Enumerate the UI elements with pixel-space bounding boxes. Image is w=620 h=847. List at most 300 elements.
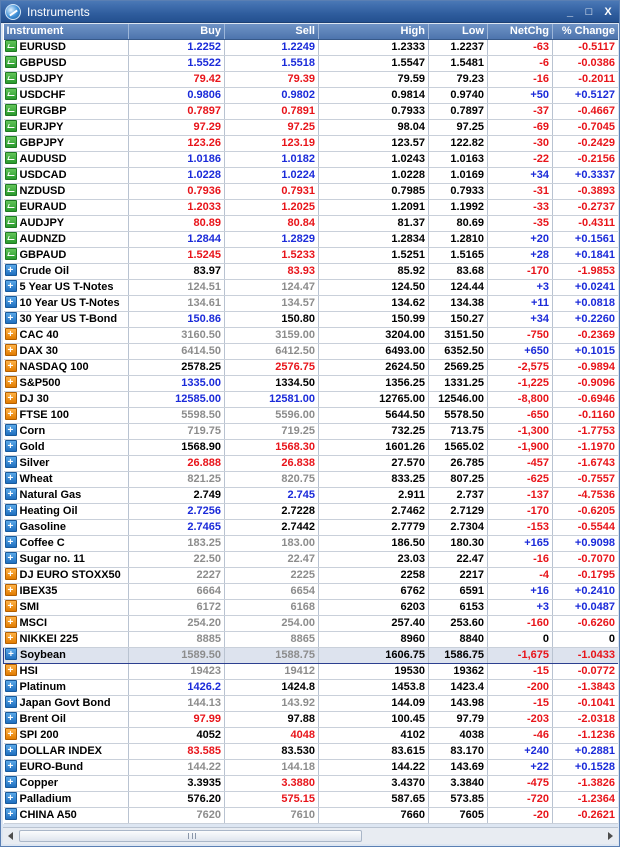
instrument-cell[interactable] bbox=[4, 359, 129, 375]
pct-change-cell[interactable]: -0.1795 bbox=[553, 567, 619, 583]
low-cell[interactable]: 180.30 bbox=[429, 535, 488, 551]
sell-price-cell[interactable]: 6168 bbox=[225, 599, 319, 615]
netchg-cell[interactable]: -33 bbox=[488, 199, 553, 215]
buy-price-cell[interactable]: 1.0186 bbox=[129, 151, 225, 167]
instrument-cell[interactable] bbox=[4, 343, 129, 359]
instrument-cell[interactable] bbox=[4, 695, 129, 711]
buy-price-cell[interactable]: 144.22 bbox=[129, 759, 225, 775]
buy-price-cell[interactable]: 7620 bbox=[129, 807, 225, 823]
low-cell[interactable]: 7605 bbox=[429, 807, 488, 823]
high-cell[interactable]: 2.7779 bbox=[319, 519, 429, 535]
sell-price-cell[interactable]: 1.2829 bbox=[225, 231, 319, 247]
low-cell[interactable]: 83.170 bbox=[429, 743, 488, 759]
table-row[interactable] bbox=[4, 599, 619, 615]
instrument-cell[interactable] bbox=[4, 439, 129, 455]
sell-price-cell[interactable]: 2576.75 bbox=[225, 359, 319, 375]
buy-price-cell[interactable]: 0.7936 bbox=[129, 183, 225, 199]
high-cell[interactable]: 732.25 bbox=[319, 423, 429, 439]
title-bar[interactable] bbox=[1, 1, 619, 23]
high-cell[interactable]: 150.99 bbox=[319, 311, 429, 327]
scrollbar-thumb[interactable] bbox=[19, 830, 362, 842]
table-row[interactable] bbox=[4, 487, 619, 503]
pct-change-cell[interactable]: -0.4311 bbox=[553, 215, 619, 231]
table-row[interactable] bbox=[4, 727, 619, 743]
sell-price-cell[interactable]: 80.84 bbox=[225, 215, 319, 231]
pct-change-cell[interactable]: -0.4667 bbox=[553, 103, 619, 119]
sell-price-cell[interactable]: 123.19 bbox=[225, 135, 319, 151]
low-cell[interactable]: 2.737 bbox=[429, 487, 488, 503]
low-cell[interactable]: 79.23 bbox=[429, 71, 488, 87]
pct-change-cell[interactable]: -0.2621 bbox=[553, 807, 619, 823]
high-cell[interactable]: 0.7985 bbox=[319, 183, 429, 199]
netchg-cell[interactable]: -16 bbox=[488, 551, 553, 567]
low-cell[interactable]: 0.7933 bbox=[429, 183, 488, 199]
instrument-cell[interactable] bbox=[4, 279, 129, 295]
sell-price-cell[interactable]: 1.5233 bbox=[225, 247, 319, 263]
table-row[interactable] bbox=[4, 807, 619, 823]
buy-price-cell[interactable]: 6172 bbox=[129, 599, 225, 615]
sell-price-cell[interactable]: 0.9802 bbox=[225, 87, 319, 103]
high-cell[interactable]: 1.0243 bbox=[319, 151, 429, 167]
sell-price-cell[interactable]: 97.25 bbox=[225, 119, 319, 135]
sell-price-cell[interactable]: 2225 bbox=[225, 567, 319, 583]
instrument-cell[interactable] bbox=[4, 471, 129, 487]
high-cell[interactable]: 1606.75 bbox=[319, 647, 429, 663]
close-button[interactable]: X bbox=[604, 5, 612, 18]
table-row[interactable] bbox=[4, 551, 619, 567]
table-row[interactable] bbox=[4, 647, 619, 663]
low-cell[interactable]: 1565.02 bbox=[429, 439, 488, 455]
pct-change-cell[interactable]: -0.3893 bbox=[553, 183, 619, 199]
sell-price-cell[interactable]: 3159.00 bbox=[225, 327, 319, 343]
instrument-cell[interactable] bbox=[4, 167, 129, 183]
buy-price-cell[interactable]: 12585.00 bbox=[129, 391, 225, 407]
table-row[interactable] bbox=[4, 791, 619, 807]
column-header-sell[interactable]: Sell bbox=[225, 24, 319, 39]
netchg-cell[interactable]: -200 bbox=[488, 679, 553, 695]
buy-price-cell[interactable]: 1.2844 bbox=[129, 231, 225, 247]
table-row[interactable] bbox=[4, 247, 619, 263]
instrument-cell[interactable] bbox=[4, 631, 129, 647]
instrument-cell[interactable] bbox=[4, 391, 129, 407]
high-cell[interactable]: 100.45 bbox=[319, 711, 429, 727]
table-row[interactable] bbox=[4, 471, 619, 487]
low-cell[interactable]: 6352.50 bbox=[429, 343, 488, 359]
low-cell[interactable]: 4038 bbox=[429, 727, 488, 743]
table-row[interactable] bbox=[4, 535, 619, 551]
high-cell[interactable]: 81.37 bbox=[319, 215, 429, 231]
netchg-cell[interactable]: -16 bbox=[488, 71, 553, 87]
low-cell[interactable]: 1.1992 bbox=[429, 199, 488, 215]
sell-price-cell[interactable]: 0.7891 bbox=[225, 103, 319, 119]
instrument-cell[interactable] bbox=[4, 199, 129, 215]
sell-price-cell[interactable]: 820.75 bbox=[225, 471, 319, 487]
pct-change-cell[interactable]: +0.9098 bbox=[553, 535, 619, 551]
pct-change-cell[interactable]: -0.2429 bbox=[553, 135, 619, 151]
sell-price-cell[interactable]: 79.39 bbox=[225, 71, 319, 87]
low-cell[interactable]: 0.9740 bbox=[429, 87, 488, 103]
sell-price-cell[interactable]: 4048 bbox=[225, 727, 319, 743]
buy-price-cell[interactable]: 0.7897 bbox=[129, 103, 225, 119]
buy-price-cell[interactable]: 22.50 bbox=[129, 551, 225, 567]
table-row[interactable] bbox=[4, 183, 619, 199]
buy-price-cell[interactable]: 2.7256 bbox=[129, 503, 225, 519]
table-row[interactable] bbox=[4, 359, 619, 375]
pct-change-cell[interactable]: -0.2156 bbox=[553, 151, 619, 167]
table-row[interactable] bbox=[4, 375, 619, 391]
instrument-cell[interactable] bbox=[4, 583, 129, 599]
buy-price-cell[interactable]: 2.749 bbox=[129, 487, 225, 503]
low-cell[interactable]: 143.69 bbox=[429, 759, 488, 775]
sell-price-cell[interactable]: 1.2249 bbox=[225, 39, 319, 55]
low-cell[interactable]: 97.25 bbox=[429, 119, 488, 135]
high-cell[interactable]: 12765.00 bbox=[319, 391, 429, 407]
pct-change-cell[interactable]: +0.1841 bbox=[553, 247, 619, 263]
minimize-button[interactable]: _ bbox=[566, 5, 574, 18]
high-cell[interactable]: 1356.25 bbox=[319, 375, 429, 391]
high-cell[interactable]: 27.570 bbox=[319, 455, 429, 471]
netchg-cell[interactable]: -750 bbox=[488, 327, 553, 343]
low-cell[interactable]: 6153 bbox=[429, 599, 488, 615]
low-cell[interactable]: 573.85 bbox=[429, 791, 488, 807]
sell-price-cell[interactable]: 150.80 bbox=[225, 311, 319, 327]
instrument-cell[interactable] bbox=[4, 487, 129, 503]
sell-price-cell[interactable]: 183.00 bbox=[225, 535, 319, 551]
instrument-cell[interactable] bbox=[4, 519, 129, 535]
buy-price-cell[interactable]: 150.86 bbox=[129, 311, 225, 327]
pct-change-cell[interactable]: +0.2410 bbox=[553, 583, 619, 599]
table-row[interactable] bbox=[4, 231, 619, 247]
column-header-instrument[interactable]: Instrument bbox=[4, 24, 129, 39]
instrument-cell[interactable] bbox=[4, 599, 129, 615]
sell-price-cell[interactable]: 0.7931 bbox=[225, 183, 319, 199]
sell-price-cell[interactable]: 143.92 bbox=[225, 695, 319, 711]
netchg-cell[interactable]: -30 bbox=[488, 135, 553, 151]
buy-price-cell[interactable]: 1568.90 bbox=[129, 439, 225, 455]
high-cell[interactable]: 83.615 bbox=[319, 743, 429, 759]
instrument-cell[interactable] bbox=[4, 55, 129, 71]
netchg-cell[interactable]: -15 bbox=[488, 663, 553, 679]
low-cell[interactable]: 253.60 bbox=[429, 615, 488, 631]
table-row[interactable] bbox=[4, 55, 619, 71]
sell-price-cell[interactable]: 22.47 bbox=[225, 551, 319, 567]
high-cell[interactable]: 85.92 bbox=[319, 263, 429, 279]
netchg-cell[interactable]: +16 bbox=[488, 583, 553, 599]
pct-change-cell[interactable]: -1.3826 bbox=[553, 775, 619, 791]
buy-price-cell[interactable]: 80.89 bbox=[129, 215, 225, 231]
pct-change-cell[interactable]: +0.1528 bbox=[553, 759, 619, 775]
netchg-cell[interactable]: +50 bbox=[488, 87, 553, 103]
netchg-cell[interactable]: -625 bbox=[488, 471, 553, 487]
pct-change-cell[interactable]: -0.6260 bbox=[553, 615, 619, 631]
buy-price-cell[interactable]: 1.2252 bbox=[129, 39, 225, 55]
instrument-cell[interactable] bbox=[4, 327, 129, 343]
table-row[interactable] bbox=[4, 391, 619, 407]
scroll-left-arrow-icon[interactable] bbox=[8, 832, 13, 840]
table-row[interactable] bbox=[4, 151, 619, 167]
low-cell[interactable]: 5578.50 bbox=[429, 407, 488, 423]
pct-change-cell[interactable]: -1.2364 bbox=[553, 791, 619, 807]
instrument-cell[interactable] bbox=[4, 231, 129, 247]
table-row[interactable] bbox=[4, 775, 619, 791]
pct-change-cell[interactable]: -2.0318 bbox=[553, 711, 619, 727]
netchg-cell[interactable]: -170 bbox=[488, 263, 553, 279]
high-cell[interactable]: 0.9814 bbox=[319, 87, 429, 103]
low-cell[interactable]: 1.5481 bbox=[429, 55, 488, 71]
netchg-cell[interactable]: -1,675 bbox=[488, 647, 553, 663]
sell-price-cell[interactable]: 19412 bbox=[225, 663, 319, 679]
netchg-cell[interactable]: -153 bbox=[488, 519, 553, 535]
high-cell[interactable]: 123.57 bbox=[319, 135, 429, 151]
high-cell[interactable]: 0.7933 bbox=[319, 103, 429, 119]
low-cell[interactable]: 143.98 bbox=[429, 695, 488, 711]
table-row[interactable] bbox=[4, 71, 619, 87]
column-header-high[interactable]: High bbox=[319, 24, 429, 39]
instrument-cell[interactable] bbox=[4, 39, 129, 55]
netchg-cell[interactable]: +3 bbox=[488, 279, 553, 295]
high-cell[interactable]: 8960 bbox=[319, 631, 429, 647]
pct-change-cell[interactable]: -0.6205 bbox=[553, 503, 619, 519]
low-cell[interactable]: 0.7897 bbox=[429, 103, 488, 119]
netchg-cell[interactable]: +240 bbox=[488, 743, 553, 759]
low-cell[interactable]: 1.5165 bbox=[429, 247, 488, 263]
table-row[interactable] bbox=[4, 743, 619, 759]
high-cell[interactable]: 6203 bbox=[319, 599, 429, 615]
sell-price-cell[interactable]: 8865 bbox=[225, 631, 319, 647]
pct-change-cell[interactable]: -0.2369 bbox=[553, 327, 619, 343]
netchg-cell[interactable]: +20 bbox=[488, 231, 553, 247]
netchg-cell[interactable]: -6 bbox=[488, 55, 553, 71]
table-row[interactable] bbox=[4, 631, 619, 647]
table-row[interactable] bbox=[4, 103, 619, 119]
table-row[interactable] bbox=[4, 327, 619, 343]
buy-price-cell[interactable]: 1.0228 bbox=[129, 167, 225, 183]
high-cell[interactable]: 144.22 bbox=[319, 759, 429, 775]
buy-price-cell[interactable]: 1.5522 bbox=[129, 55, 225, 71]
pct-change-cell[interactable]: 0 bbox=[553, 631, 619, 647]
low-cell[interactable]: 19362 bbox=[429, 663, 488, 679]
instrument-cell[interactable] bbox=[4, 535, 129, 551]
netchg-cell[interactable]: +165 bbox=[488, 535, 553, 551]
instrument-cell[interactable] bbox=[4, 567, 129, 583]
netchg-cell[interactable]: -203 bbox=[488, 711, 553, 727]
table-row[interactable] bbox=[4, 263, 619, 279]
table-row[interactable] bbox=[4, 679, 619, 695]
low-cell[interactable]: 134.38 bbox=[429, 295, 488, 311]
sell-price-cell[interactable]: 124.47 bbox=[225, 279, 319, 295]
table-row[interactable] bbox=[4, 311, 619, 327]
pct-change-cell[interactable]: -1.9853 bbox=[553, 263, 619, 279]
sell-price-cell[interactable]: 26.838 bbox=[225, 455, 319, 471]
high-cell[interactable]: 19530 bbox=[319, 663, 429, 679]
instrument-cell[interactable] bbox=[4, 311, 129, 327]
horizontal-scrollbar[interactable] bbox=[3, 827, 618, 844]
instrument-cell[interactable] bbox=[4, 647, 129, 663]
netchg-cell[interactable]: -457 bbox=[488, 455, 553, 471]
instrument-cell[interactable] bbox=[4, 183, 129, 199]
sell-price-cell[interactable]: 1334.50 bbox=[225, 375, 319, 391]
table-row[interactable] bbox=[4, 87, 619, 103]
netchg-cell[interactable]: -37 bbox=[488, 103, 553, 119]
sell-price-cell[interactable]: 575.15 bbox=[225, 791, 319, 807]
pct-change-cell[interactable]: +0.2260 bbox=[553, 311, 619, 327]
table-row[interactable] bbox=[4, 583, 619, 599]
low-cell[interactable]: 1586.75 bbox=[429, 647, 488, 663]
sell-price-cell[interactable]: 1.2025 bbox=[225, 199, 319, 215]
netchg-cell[interactable]: -1,900 bbox=[488, 439, 553, 455]
netchg-cell[interactable]: -8,800 bbox=[488, 391, 553, 407]
netchg-cell[interactable]: +28 bbox=[488, 247, 553, 263]
sell-price-cell[interactable]: 2.7228 bbox=[225, 503, 319, 519]
pct-change-cell[interactable]: -0.5544 bbox=[553, 519, 619, 535]
instrument-cell[interactable] bbox=[4, 727, 129, 743]
high-cell[interactable]: 6493.00 bbox=[319, 343, 429, 359]
sell-price-cell[interactable]: 1.0182 bbox=[225, 151, 319, 167]
netchg-cell[interactable]: -1,300 bbox=[488, 423, 553, 439]
table-row[interactable] bbox=[4, 615, 619, 631]
pct-change-cell[interactable]: +0.5127 bbox=[553, 87, 619, 103]
instrument-cell[interactable] bbox=[4, 295, 129, 311]
low-cell[interactable]: 1331.25 bbox=[429, 375, 488, 391]
high-cell[interactable]: 1.5547 bbox=[319, 55, 429, 71]
buy-price-cell[interactable]: 144.13 bbox=[129, 695, 225, 711]
sell-price-cell[interactable]: 83.93 bbox=[225, 263, 319, 279]
pct-change-cell[interactable]: -0.9096 bbox=[553, 375, 619, 391]
table-row[interactable] bbox=[4, 711, 619, 727]
column-header-buy[interactable]: Buy bbox=[129, 24, 225, 39]
sell-price-cell[interactable]: 6412.50 bbox=[225, 343, 319, 359]
netchg-cell[interactable]: -20 bbox=[488, 807, 553, 823]
buy-price-cell[interactable]: 8885 bbox=[129, 631, 225, 647]
sell-price-cell[interactable]: 1.5518 bbox=[225, 55, 319, 71]
sell-price-cell[interactable]: 97.88 bbox=[225, 711, 319, 727]
table-row[interactable] bbox=[4, 455, 619, 471]
sell-price-cell[interactable]: 134.57 bbox=[225, 295, 319, 311]
buy-price-cell[interactable]: 97.29 bbox=[129, 119, 225, 135]
high-cell[interactable]: 3.4370 bbox=[319, 775, 429, 791]
sell-price-cell[interactable]: 12581.00 bbox=[225, 391, 319, 407]
pct-change-cell[interactable]: -1.3843 bbox=[553, 679, 619, 695]
high-cell[interactable]: 1.0228 bbox=[319, 167, 429, 183]
pct-change-cell[interactable]: -0.0772 bbox=[553, 663, 619, 679]
pct-change-cell[interactable]: -1.1236 bbox=[553, 727, 619, 743]
low-cell[interactable]: 3151.50 bbox=[429, 327, 488, 343]
buy-price-cell[interactable]: 3.3935 bbox=[129, 775, 225, 791]
netchg-cell[interactable]: +11 bbox=[488, 295, 553, 311]
instrument-cell[interactable] bbox=[4, 775, 129, 791]
pct-change-cell[interactable]: +0.1561 bbox=[553, 231, 619, 247]
netchg-cell[interactable]: -31 bbox=[488, 183, 553, 199]
table-row[interactable] bbox=[4, 695, 619, 711]
instrument-cell[interactable] bbox=[4, 679, 129, 695]
netchg-cell[interactable]: -69 bbox=[488, 119, 553, 135]
buy-price-cell[interactable]: 576.20 bbox=[129, 791, 225, 807]
netchg-cell[interactable]: -650 bbox=[488, 407, 553, 423]
sell-price-cell[interactable]: 6654 bbox=[225, 583, 319, 599]
buy-price-cell[interactable]: 2578.25 bbox=[129, 359, 225, 375]
buy-price-cell[interactable]: 1589.50 bbox=[129, 647, 225, 663]
high-cell[interactable]: 79.59 bbox=[319, 71, 429, 87]
low-cell[interactable]: 12546.00 bbox=[429, 391, 488, 407]
netchg-cell[interactable]: -2,575 bbox=[488, 359, 553, 375]
instrument-cell[interactable] bbox=[4, 711, 129, 727]
pct-change-cell[interactable]: -0.1041 bbox=[553, 695, 619, 711]
buy-price-cell[interactable]: 0.9806 bbox=[129, 87, 225, 103]
netchg-cell[interactable]: +34 bbox=[488, 311, 553, 327]
netchg-cell[interactable]: -15 bbox=[488, 695, 553, 711]
high-cell[interactable]: 134.62 bbox=[319, 295, 429, 311]
pct-change-cell[interactable]: +0.3337 bbox=[553, 167, 619, 183]
instrument-cell[interactable] bbox=[4, 87, 129, 103]
buy-price-cell[interactable]: 5598.50 bbox=[129, 407, 225, 423]
low-cell[interactable]: 6591 bbox=[429, 583, 488, 599]
table-row[interactable] bbox=[4, 135, 619, 151]
instrument-cell[interactable] bbox=[4, 807, 129, 823]
buy-price-cell[interactable]: 2227 bbox=[129, 567, 225, 583]
pct-change-cell[interactable]: -1.6743 bbox=[553, 455, 619, 471]
high-cell[interactable]: 23.03 bbox=[319, 551, 429, 567]
buy-price-cell[interactable]: 1.2033 bbox=[129, 199, 225, 215]
sell-price-cell[interactable]: 719.25 bbox=[225, 423, 319, 439]
buy-price-cell[interactable]: 26.888 bbox=[129, 455, 225, 471]
high-cell[interactable]: 1.2333 bbox=[319, 39, 429, 55]
pct-change-cell[interactable]: -0.9894 bbox=[553, 359, 619, 375]
low-cell[interactable]: 807.25 bbox=[429, 471, 488, 487]
netchg-cell[interactable]: -63 bbox=[488, 39, 553, 55]
instrument-cell[interactable] bbox=[4, 455, 129, 471]
netchg-cell[interactable]: 0 bbox=[488, 631, 553, 647]
buy-price-cell[interactable]: 821.25 bbox=[129, 471, 225, 487]
sell-price-cell[interactable]: 1568.30 bbox=[225, 439, 319, 455]
table-row[interactable] bbox=[4, 295, 619, 311]
buy-price-cell[interactable]: 6414.50 bbox=[129, 343, 225, 359]
high-cell[interactable]: 124.50 bbox=[319, 279, 429, 295]
column-header-netchg[interactable]: NetChg bbox=[488, 24, 553, 39]
sell-price-cell[interactable]: 2.7442 bbox=[225, 519, 319, 535]
instrument-cell[interactable] bbox=[4, 759, 129, 775]
buy-price-cell[interactable]: 79.42 bbox=[129, 71, 225, 87]
pct-change-cell[interactable]: -0.1160 bbox=[553, 407, 619, 423]
instrument-cell[interactable] bbox=[4, 263, 129, 279]
instrument-cell[interactable] bbox=[4, 407, 129, 423]
high-cell[interactable]: 1.2834 bbox=[319, 231, 429, 247]
table-row[interactable] bbox=[4, 759, 619, 775]
high-cell[interactable]: 2.911 bbox=[319, 487, 429, 503]
pct-change-cell[interactable]: -0.2011 bbox=[553, 71, 619, 87]
sell-price-cell[interactable]: 7610 bbox=[225, 807, 319, 823]
low-cell[interactable]: 26.785 bbox=[429, 455, 488, 471]
instrument-cell[interactable] bbox=[4, 247, 129, 263]
instrument-cell[interactable] bbox=[4, 103, 129, 119]
table-row[interactable] bbox=[4, 407, 619, 423]
sell-price-cell[interactable]: 144.18 bbox=[225, 759, 319, 775]
netchg-cell[interactable]: -137 bbox=[488, 487, 553, 503]
netchg-cell[interactable]: +3 bbox=[488, 599, 553, 615]
table-row[interactable] bbox=[4, 567, 619, 583]
buy-price-cell[interactable]: 3160.50 bbox=[129, 327, 225, 343]
buy-price-cell[interactable]: 254.20 bbox=[129, 615, 225, 631]
pct-change-cell[interactable]: -0.2737 bbox=[553, 199, 619, 215]
buy-price-cell[interactable]: 6664 bbox=[129, 583, 225, 599]
instrument-cell[interactable] bbox=[4, 663, 129, 679]
pct-change-cell[interactable]: -0.7045 bbox=[553, 119, 619, 135]
sell-price-cell[interactable]: 5596.00 bbox=[225, 407, 319, 423]
low-cell[interactable]: 124.44 bbox=[429, 279, 488, 295]
high-cell[interactable]: 1453.8 bbox=[319, 679, 429, 695]
buy-price-cell[interactable]: 1335.00 bbox=[129, 375, 225, 391]
buy-price-cell[interactable]: 719.75 bbox=[129, 423, 225, 439]
instrument-cell[interactable] bbox=[4, 119, 129, 135]
